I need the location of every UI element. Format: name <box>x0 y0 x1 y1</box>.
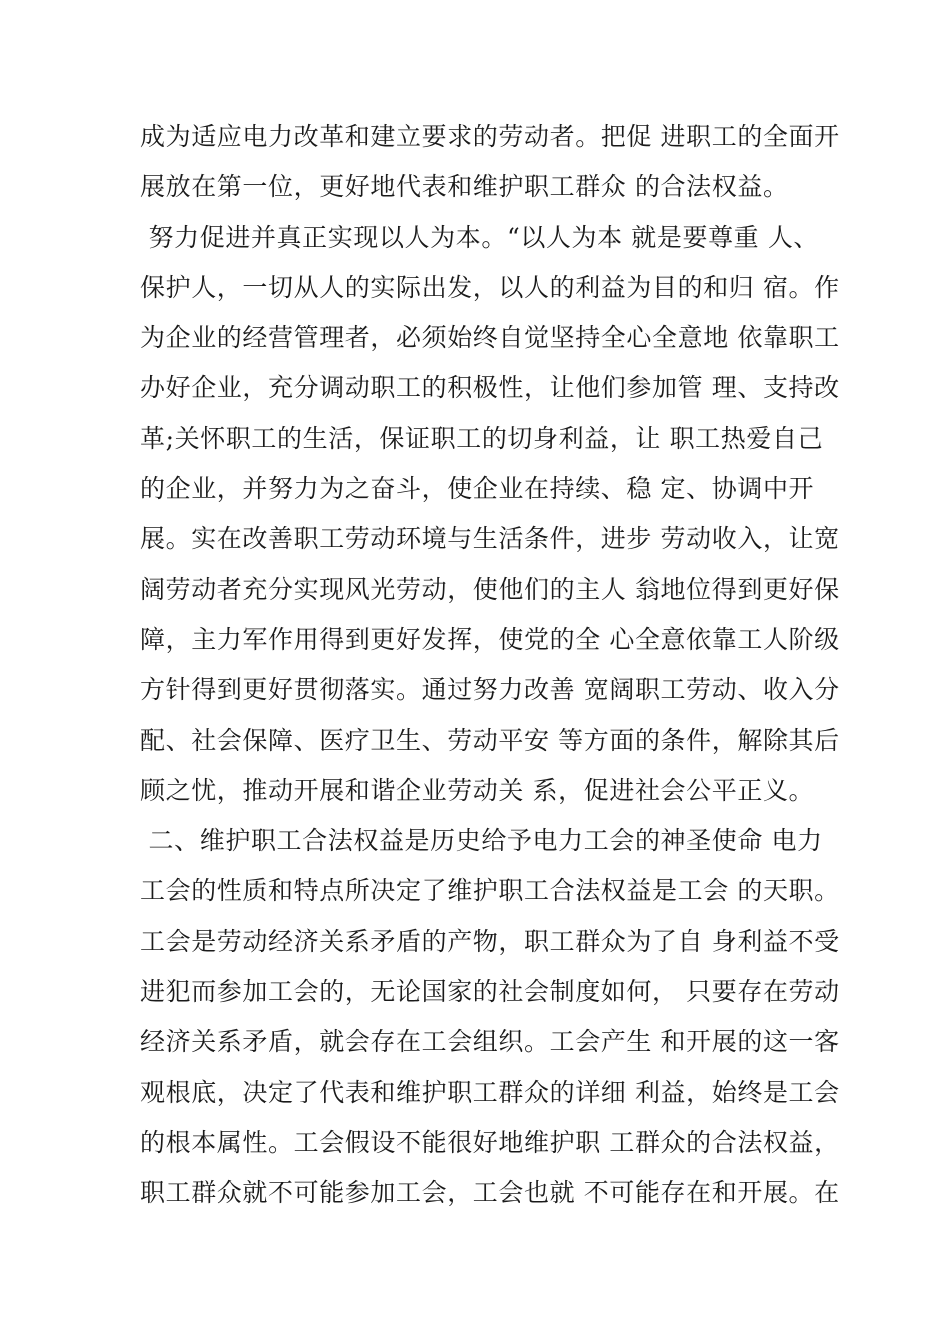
text-line: 为企业的经营管理者，必须始终自觉坚持全心全意地 依靠职工 <box>140 323 840 353</box>
text-line: 工会是劳动经济关系矛盾的产物，职工群众为了自 身利益不受 <box>140 926 840 956</box>
text-line: 障，主力军作用得到更好发挥，使党的全 心全意依靠工人阶级 <box>140 624 840 654</box>
text-line: 方针得到更好贯彻落实。通过努力改善 宽阔职工劳动、收入分 <box>140 675 840 705</box>
text-line: 的根本属性。工会假设不能很好地维护职 工群众的合法权益， <box>140 1127 840 1157</box>
text-line: 配、社会保障、医疗卫生、劳动平安 等方面的条件，解除其后 <box>140 725 840 755</box>
text-line: 进犯而参加工会的，无论国家的社会制度如何， 只要存在劳动 <box>140 977 840 1007</box>
text-line: 工会的性质和特点所决定了维护职工合法权益是工会 的天职。 <box>140 876 840 906</box>
text-line: 展。实在改善职工劳动环境与生活条件，进步 劳动收入，让宽 <box>140 524 840 554</box>
text-line: 经济关系矛盾，就会存在工会组织。工会产生 和开展的这一客 <box>140 1027 840 1057</box>
text-line: 观根底，决定了代表和维护职工群众的详细 利益，始终是工会 <box>140 1077 840 1107</box>
text-line: 展放在第一位，更好地代表和维护职工群众 的合法权益。 <box>140 172 789 202</box>
text-line: 顾之忧，推动开展和谐企业劳动关 系，促进社会公平正义。 <box>140 775 815 805</box>
body-text <box>140 112 840 1219</box>
text-line: 革;关怀职工的生活，保证职工的切身利益，让 职工热爱自己 <box>140 423 824 453</box>
text-line: 保护人，一切从人的实际出发，以人的利益为目的和归 宿。作 <box>140 272 840 302</box>
text-line: 二、维护职工合法权益是历史给予电力工会的神圣使命 电力 <box>140 826 823 856</box>
text-line: 阔劳动者充分实现风光劳动，使他们的主人 翁地位得到更好保 <box>140 574 840 604</box>
text-line: 职工群众就不可能参加工会，工会也就 不可能存在和开展。在 <box>140 1178 840 1208</box>
text-line: 办好企业，充分调动职工的积极性，让他们参加管 理、支持改 <box>140 373 840 403</box>
text-line: 的企业，并努力为之奋斗，使企业在持续、稳 定、协调中开 <box>140 474 815 504</box>
text-line: 努力促进并真正实现以人为本。“以人为本 就是要尊重 人、 <box>140 222 820 252</box>
text-line: 成为适应电力改革和建立要求的劳动者。把促 进职工的全面开 <box>140 122 840 151</box>
